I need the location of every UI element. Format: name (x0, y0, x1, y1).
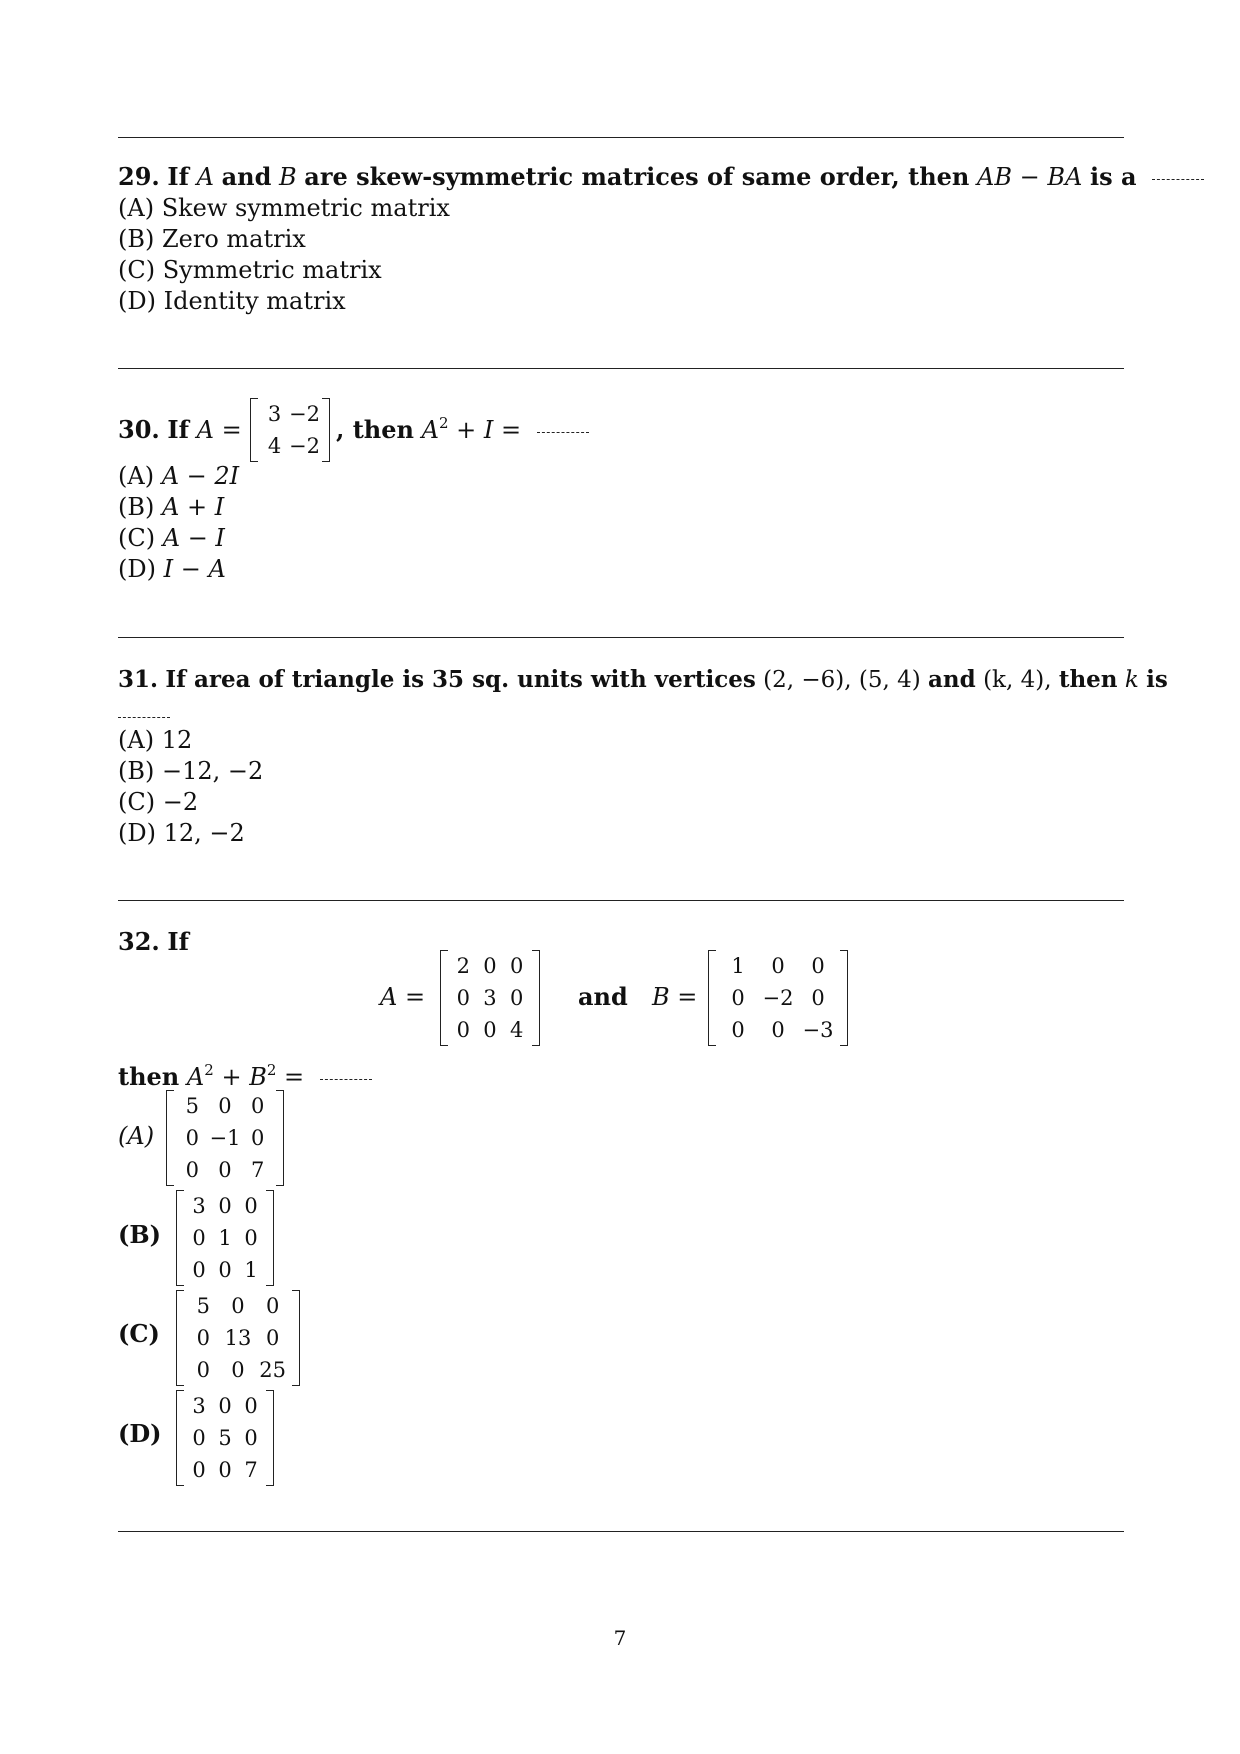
matrix-entry: 25 (259, 1357, 287, 1382)
question-number: 29. (118, 162, 160, 191)
option-c: (C) A − I (118, 524, 225, 552)
matrix-entry: 0 (265, 1293, 280, 1318)
divider (118, 137, 1124, 138)
question-31-stem: 31. If area of triangle is 35 sq. units with vertices (2, −6), (5, 4) and (k, 4), then k is (118, 666, 1168, 693)
matrix-entry: 3 (267, 401, 282, 426)
matrix-entry: 0 (192, 1225, 206, 1250)
matrix-entry: 2 (456, 953, 471, 978)
option-a: (A) A − 2I (118, 462, 240, 490)
matrix-entry: 0 (244, 1425, 258, 1450)
option-a-label: (A) (118, 1122, 155, 1150)
matrix-entry: 0 (244, 1225, 258, 1250)
matrix-entry: 0 (731, 985, 745, 1010)
question-29-stem: 29. If A and B are skew-symmetric matrices of same order, then AB − BA is a (118, 165, 1204, 189)
matrix-a-2x2 (250, 398, 330, 462)
matrix-entry: 0 (771, 953, 785, 978)
option-b: (B) A + I (118, 493, 225, 521)
option-d: (D) I − A (118, 555, 226, 583)
matrix-entry: −2 (289, 433, 320, 458)
answer-blank (537, 431, 589, 433)
matrix-entry: 5 (218, 1425, 232, 1450)
matrix-entry: −2 (762, 985, 794, 1010)
matrix-entry: 0 (185, 1157, 200, 1182)
matrix-entry: 7 (250, 1157, 265, 1182)
matrix-entry: 0 (771, 1017, 785, 1042)
question-32-tail: then $A^2 + B^2$ = (118, 1065, 372, 1089)
option-c-matrix (176, 1290, 300, 1386)
option-a-matrix (166, 1090, 284, 1186)
matrix-entry: 0 (192, 1257, 206, 1282)
matrix-b-3x3 (708, 950, 848, 1046)
and-label: and (578, 982, 628, 1011)
answer-blank (320, 1078, 372, 1080)
matrix-entry: 0 (509, 985, 524, 1010)
divider (118, 637, 1124, 638)
question-30-tail: , then $A^2 + I$ = (336, 418, 589, 442)
matrix-entry: 0 (456, 1017, 471, 1042)
divider (118, 1531, 1124, 1532)
matrix-entry: 0 (811, 985, 825, 1010)
matrix-entry: 5 (196, 1293, 211, 1318)
option-b-matrix (176, 1190, 274, 1286)
matrix-entry: 3 (192, 1393, 206, 1418)
matrix-entry: 0 (185, 1125, 200, 1150)
option-b-label: (B) (118, 1220, 161, 1249)
matrix-entry: 0 (218, 1257, 232, 1282)
option-d: (D) Identity matrix (118, 287, 346, 315)
matrix-entry: 0 (218, 1457, 232, 1482)
divider (118, 900, 1124, 901)
matrix-entry: 0 (218, 1193, 232, 1218)
matrix-entry: 0 (483, 1017, 497, 1042)
question-number: 30. (118, 415, 160, 444)
matrix-entry: 0 (509, 953, 524, 978)
question-32-lead: 32. If (118, 927, 189, 956)
matrix-entry: 0 (192, 1457, 206, 1482)
option-d-matrix (176, 1390, 274, 1486)
option-b: (B) Zero matrix (118, 225, 306, 253)
matrix-entry: 4 (509, 1017, 524, 1042)
matrix-entry: 0 (483, 953, 497, 978)
matrix-entry: 0 (192, 1425, 206, 1450)
matrix-a-label: A = (380, 983, 426, 1011)
matrix-entry: 0 (231, 1357, 245, 1382)
matrix-entry: 0 (244, 1393, 258, 1418)
matrix-entry: 0 (731, 1017, 745, 1042)
answer-blank (110, 703, 170, 727)
option-c-label: (C) (118, 1319, 160, 1348)
option-a: (A) Skew symmetric matrix (118, 194, 450, 222)
matrix-entry: 4 (267, 433, 282, 458)
matrix-entry: 0 (456, 985, 471, 1010)
matrix-entry: 0 (196, 1357, 211, 1382)
question-number: 31. (118, 666, 159, 693)
matrix-entry: 0 (196, 1325, 211, 1350)
option-a: (A) 12 (118, 726, 193, 754)
matrix-entry: 5 (185, 1093, 200, 1118)
matrix-entry: 0 (265, 1325, 280, 1350)
matrix-b-label: B = (652, 983, 698, 1011)
matrix-entry: 0 (218, 1093, 232, 1118)
matrix-entry: 0 (218, 1393, 232, 1418)
matrix-entry: 3 (483, 985, 497, 1010)
option-c: (C) Symmetric matrix (118, 256, 382, 284)
matrix-entry: −3 (802, 1017, 834, 1042)
matrix-entry: 0 (811, 953, 825, 978)
option-c: (C) −2 (118, 788, 199, 816)
divider (118, 368, 1124, 369)
matrix-entry: 1 (731, 953, 745, 978)
page-number: 7 (613, 1626, 627, 1650)
matrix-entry: 0 (244, 1193, 258, 1218)
question-number: 32. (118, 927, 160, 956)
option-d-label: (D) (118, 1419, 162, 1448)
question-30-lead: 30. If A = (118, 415, 242, 444)
matrix-entry: 1 (218, 1225, 232, 1250)
matrix-entry: 1 (244, 1257, 258, 1282)
matrix-entry: 0 (231, 1293, 245, 1318)
matrix-entry: 0 (250, 1125, 265, 1150)
matrix-entry: 0 (218, 1157, 232, 1182)
matrix-entry: −2 (289, 401, 320, 426)
answer-blank (1152, 178, 1204, 180)
matrix-entry: 13 (224, 1325, 252, 1350)
option-b: (B) −12, −2 (118, 757, 264, 785)
matrix-entry: −1 (209, 1125, 241, 1150)
matrix-entry: 0 (250, 1093, 265, 1118)
matrix-a-3x3 (440, 950, 540, 1046)
matrix-entry: 7 (244, 1457, 258, 1482)
matrix-entry: 3 (192, 1193, 206, 1218)
option-d: (D) 12, −2 (118, 819, 245, 847)
